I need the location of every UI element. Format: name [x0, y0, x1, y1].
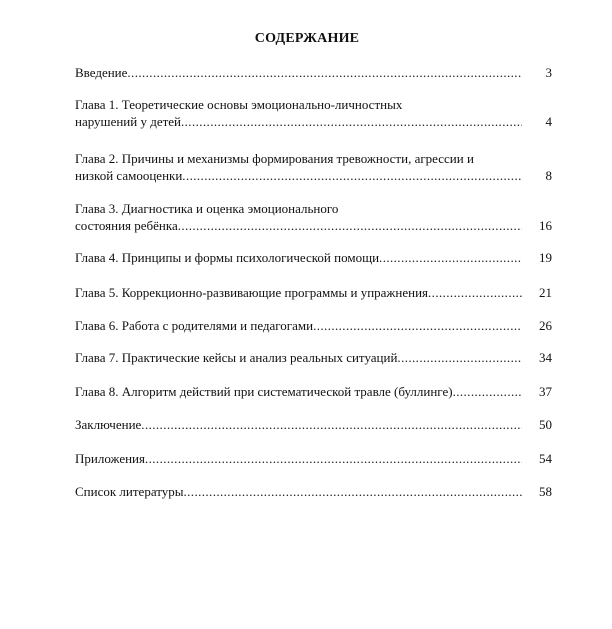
toc-entry-title-line1: Глава 3. Диагностика и оценка эмоционального	[75, 201, 339, 216]
toc-page-number: 34	[539, 350, 552, 365]
dot-leader	[145, 450, 522, 467]
toc-page-number: 58	[539, 484, 552, 499]
toc-title: СОДЕРЖАНИЕ	[254, 31, 360, 46]
toc-entry-title: Глава 4. Принципы и формы психологической помощи	[75, 250, 380, 265]
dot-leader	[182, 167, 522, 184]
toc-page-number: 50	[539, 417, 552, 432]
toc-page-number: 54	[539, 451, 552, 466]
toc-entry[interactable]	[75, 96, 552, 130]
toc-entry[interactable]	[75, 317, 552, 334]
toc-page-number: 4	[545, 114, 552, 129]
toc-entry[interactable]	[75, 64, 552, 81]
dot-leader	[397, 349, 522, 366]
toc-page-number: 37	[539, 384, 552, 399]
toc-entry-title: Введение	[75, 65, 128, 80]
toc-page-number: 16	[539, 218, 552, 233]
toc-entry-title: Список литературы	[75, 484, 184, 499]
toc-entry-title: Глава 5. Коррекционно-развивающие программы и упражнения	[75, 285, 429, 300]
toc-entry-title: нарушений у детей	[75, 114, 181, 129]
toc-entry[interactable]	[75, 150, 552, 184]
dot-leader	[178, 217, 522, 234]
dot-leader	[127, 64, 522, 81]
toc-entry-title: низкой самооценки	[75, 168, 183, 183]
dot-leader	[313, 317, 522, 334]
dot-leader	[141, 416, 522, 433]
toc-page-number: 26	[539, 318, 552, 333]
toc-entry-title: Глава 6. Работа с родителями и педагогами	[75, 318, 314, 333]
toc-entry[interactable]	[75, 416, 552, 433]
toc-entry-title: Глава 8. Алгоритм действий при систематической травле (буллинге)	[75, 384, 453, 399]
toc-entry-title: состояния ребёнка	[75, 218, 178, 233]
toc-entry[interactable]	[75, 450, 552, 467]
toc-entry[interactable]	[75, 249, 552, 266]
toc-page-number: 8	[545, 168, 552, 183]
toc-entry-title: Глава 7. Практические кейсы и анализ реальных ситуаций	[75, 350, 398, 365]
toc-entry-title: Приложения	[75, 451, 145, 466]
toc-entry[interactable]	[75, 349, 552, 366]
dot-leader	[181, 113, 522, 130]
toc-entry[interactable]	[75, 200, 552, 234]
toc-entry-title: Заключение	[75, 417, 142, 432]
toc-entry[interactable]	[75, 383, 552, 400]
toc-entry[interactable]	[75, 483, 552, 500]
dot-leader	[184, 483, 523, 500]
dot-leader	[453, 383, 522, 400]
toc-page-number: 19	[539, 250, 552, 265]
toc-entry[interactable]	[75, 284, 552, 301]
dot-leader	[379, 249, 522, 266]
toc-entry-title-line1: Глава 1. Теоретические основы эмоционально-личностных	[75, 97, 403, 112]
toc-page-number: 21	[539, 285, 552, 300]
toc-entry-title-line1: Глава 2. Причины и механизмы формирования тревожности, агрессии и	[75, 151, 474, 166]
dot-leader	[428, 284, 522, 301]
toc-page-number: 3	[545, 65, 552, 80]
